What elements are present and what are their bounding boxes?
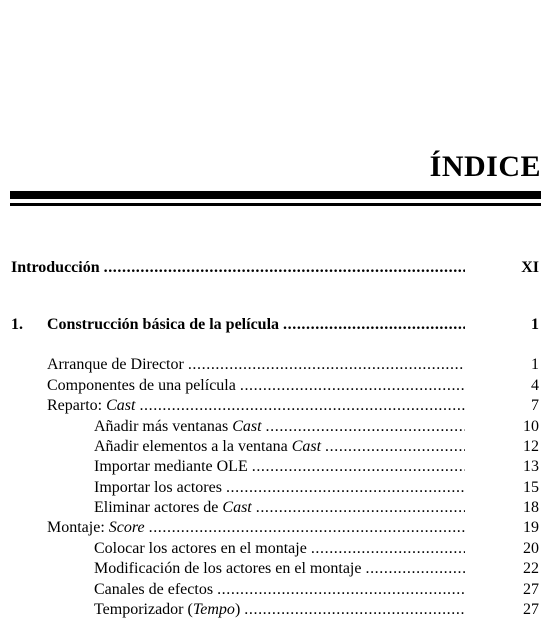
toc-entry (0, 580, 551, 600)
toc-entry (0, 539, 551, 559)
toc-entry-label: Importar los actores (94, 479, 222, 496)
toc-entry-page: 20 (523, 540, 539, 557)
toc-entry (0, 396, 551, 416)
toc-entry-page: 12 (523, 438, 539, 455)
toc-leader-dots (311, 539, 465, 559)
toc-entry-label: Montaje: Score (47, 519, 145, 536)
toc-entry-page: 27 (523, 581, 539, 598)
toc-entry-label: Canales de efectos (94, 581, 214, 598)
toc-entry (0, 600, 551, 620)
toc-leader-dots (252, 457, 465, 477)
toc-entry (0, 498, 551, 518)
toc-entry-page: 18 (523, 499, 539, 516)
toc-leader-dots (217, 580, 465, 600)
toc-leader-dots (266, 417, 465, 437)
toc-entry-label: Arranque de Director (47, 356, 184, 373)
toc-leader-dots (188, 355, 465, 375)
toc-entry (0, 437, 551, 457)
toc-leader-dots (283, 315, 465, 335)
toc-leader-dots (365, 559, 465, 579)
toc-leader-dots (256, 498, 465, 518)
toc-entry-page: 15 (523, 479, 539, 496)
toc-entry-page: 22 (523, 560, 539, 577)
title-rule-thick (10, 191, 541, 199)
toc-leader-dots (104, 258, 465, 278)
toc-entry-page: 19 (523, 519, 539, 536)
toc-entry-label: Introducción (11, 259, 100, 276)
toc-entry-label: Añadir más ventanas Cast (94, 418, 262, 435)
toc-entry-chapter-1 (0, 315, 551, 335)
toc-entry-label: Construcción básica de la película (47, 316, 280, 333)
toc-entry-page: 4 (531, 377, 539, 394)
toc-entry (0, 355, 551, 375)
toc-entry-page: 7 (531, 397, 539, 414)
title-rule-thin (10, 203, 541, 206)
toc-entry-label: Colocar los actores en el montaje (94, 540, 307, 557)
toc-entry (0, 478, 551, 498)
toc-entry-label: Temporizador (Tempo) (94, 601, 241, 618)
toc-entry-label: Añadir elementos a la ventana Cast (94, 438, 322, 455)
toc-entry-page: 27 (523, 601, 539, 618)
toc-entry-label: Importar mediante OLE (94, 458, 248, 475)
toc-entry (0, 559, 551, 579)
toc-entry-introduccion (0, 258, 551, 278)
toc-entry-page: 1 (531, 356, 539, 373)
toc-leader-dots (139, 396, 465, 416)
toc-entry-label: Componentes de una película (47, 377, 236, 394)
toc-leader-dots (325, 437, 465, 457)
toc-leader-dots (240, 376, 465, 396)
toc-entry-label: Modificación de los actores en el montaje (94, 560, 362, 577)
toc-entry (0, 518, 551, 538)
toc-entry-page: 10 (523, 418, 539, 435)
toc-leader-dots (226, 478, 465, 498)
page-title: ÍNDICE (429, 150, 541, 183)
toc-entry (0, 376, 551, 396)
toc-entry-page: XI (521, 259, 539, 276)
toc-entry-label: Eliminar actores de Cast (94, 499, 252, 516)
toc-entry (0, 457, 551, 477)
toc-entry-page: 13 (523, 458, 539, 475)
toc-entry (0, 417, 551, 437)
toc-entry-label: Reparto: Cast (47, 397, 136, 414)
chapter-number: 1. (11, 316, 23, 333)
toc-entry-page: 1 (531, 316, 539, 333)
toc-leader-dots (244, 600, 465, 620)
toc-leader-dots (149, 518, 465, 538)
